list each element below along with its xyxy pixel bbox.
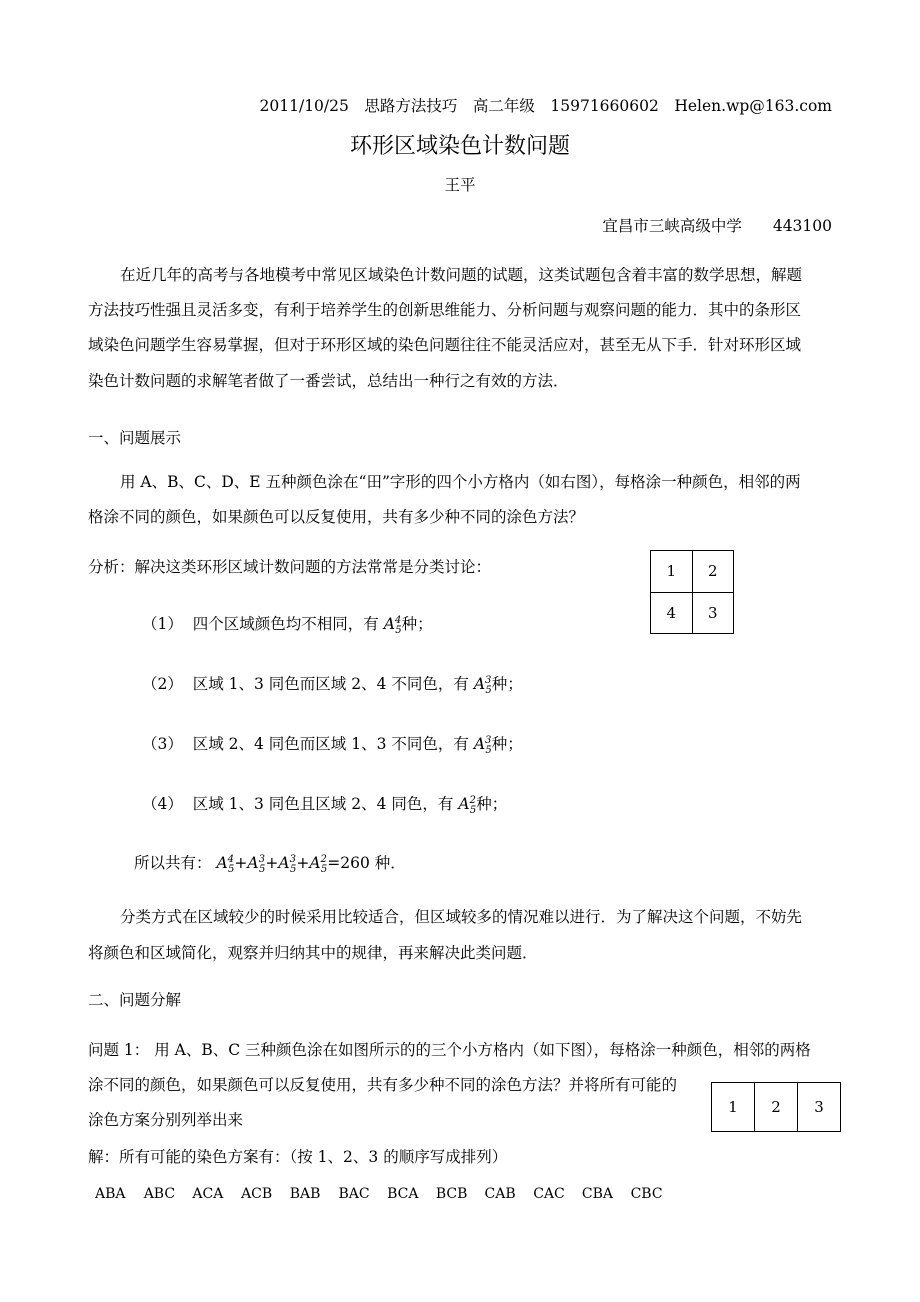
case-text: 区域 2、4 同色而区域 1、3 不同色，有 <box>192 735 469 754</box>
grid-cell: 4 <box>651 592 693 634</box>
scheme: CAB <box>484 1186 516 1202</box>
case-text: 四个区域颜色均不相同，有 <box>192 615 379 634</box>
grid-1x3-figure <box>711 1082 841 1132</box>
grid-cell: 1 <box>712 1083 755 1132</box>
formula-a: $A^4_5$ <box>383 615 402 637</box>
case-text: 区域 1、3 同色而区域 2、4 不同色，有 <box>192 675 469 694</box>
scheme: BCB <box>435 1186 468 1202</box>
section-heading: 一、问题展示 <box>88 429 182 447</box>
section-heading: 二、问题分解 <box>88 991 182 1009</box>
scheme-list <box>95 1183 679 1205</box>
affiliation: 宜昌市三峡高级中学 443100 <box>602 217 832 235</box>
analysis-text: 分析：解决这类环形区域计数问题的方法常常是分类讨论： <box>88 558 492 576</box>
case-label: （1） <box>142 615 183 634</box>
scheme: ABA <box>95 1186 126 1202</box>
scheme: BAC <box>338 1186 370 1202</box>
formula-a: $A^3_5$ <box>473 735 492 757</box>
scheme: ACA <box>192 1186 224 1202</box>
case-text: 区域 1、3 同色且区域 2、4 同色，有 <box>192 795 454 814</box>
question-line: 涂不同的颜色，如果颜色可以反复使用，共有多少种不同的涂色方法？并将所有可能的 <box>88 1076 678 1094</box>
scheme: BCA <box>387 1186 419 1202</box>
intro-line: 域染色问题学生容易掌握，但对于环形区域的染色问题往往不能灵活应对，甚至无从下手．针对环形区域 <box>88 336 802 354</box>
problem-line: 用 A、B、C、D、E 五种颜色涂在“田”字形的四个小方格内（如右图），每格涂一种颜色，相邻的两 <box>120 473 801 491</box>
case-item: （1） 四个区域颜色均不相同，有 $A^4_5$种； <box>142 615 433 637</box>
intro-line: 在近几年的高考与各地模考中常见区域染色计数问题的试题，这类试题包含着丰富的数学思想，解题 <box>120 266 803 284</box>
scheme: CBA <box>581 1186 613 1202</box>
problem-line: 格涂不同的颜色，如果颜色可以反复使用，共有多少种不同的涂色方法？ <box>88 508 585 526</box>
case-label: （3） <box>142 735 183 754</box>
scheme: ABC <box>143 1186 176 1202</box>
question-line: 问题 1： 用 A、B、C 三种颜色涂在如图所示的的三个小方格内（如下图），每格涂一种颜色，相邻的两格 <box>88 1041 811 1059</box>
case-item: （2） 区域 1、3 同色而区域 2、4 不同色，有 $A^3_5$种； <box>142 675 523 697</box>
grid-cell: 2 <box>692 551 734 593</box>
grid-cell: 2 <box>755 1083 798 1132</box>
document-header: 2011/10/25 思路方法技巧 高二年级 15971660602 Helen.wp@163.com <box>259 97 832 115</box>
grid-cell: 3 <box>692 592 734 634</box>
scheme: CBC <box>630 1186 663 1202</box>
grid-2x2-figure <box>650 550 734 634</box>
case-item: （3） 区域 2、4 同色而区域 1、3 不同色，有 $A^3_5$种； <box>142 735 523 757</box>
scheme: CAC <box>533 1186 565 1202</box>
case-label: （2） <box>142 675 183 694</box>
paragraph-line: 将颜色和区域简化，观察并归纳其中的规律，再来解决此类问题． <box>88 944 538 962</box>
intro-line: 方法技巧性强且灵活多变，有利于培养学生的创新思维能力、分析问题与观察问题的能力．其中的条形区 <box>88 301 802 319</box>
case-label: （4） <box>142 795 183 814</box>
formula-a: $A^2_5$ <box>458 795 477 817</box>
question-line: 涂色方案分别列举出来 <box>88 1111 244 1129</box>
solution-text: 解：所有可能的染色方案有：（按 1、2、3 的顺序写成排列） <box>88 1148 508 1166</box>
formula-a: $A^3_5$ <box>473 675 492 697</box>
sum-formula: 所以共有： $A^4_5+A^3_5+A^3_5+A^2_5=260$ 种． <box>134 854 406 876</box>
paragraph-line: 分类方式在区域较少的时候采用比较适合，但区域较多的情况难以进行．为了解决这个问题，不妨先 <box>120 908 803 926</box>
document-title: 环形区域染色计数问题 <box>349 134 570 159</box>
intro-line: 染色计数问题的求解笔者做了一番尝试，总结出一种行之有效的方法． <box>88 372 569 390</box>
scheme: BAB <box>289 1186 321 1202</box>
grid-cell: 1 <box>651 551 693 593</box>
author: 王平 <box>444 176 476 194</box>
grid-cell: 3 <box>798 1083 841 1132</box>
case-item: （4） 区域 1、3 同色且区域 2、4 同色，有 $A^2_5$种； <box>142 795 508 817</box>
scheme: ACB <box>241 1186 273 1202</box>
